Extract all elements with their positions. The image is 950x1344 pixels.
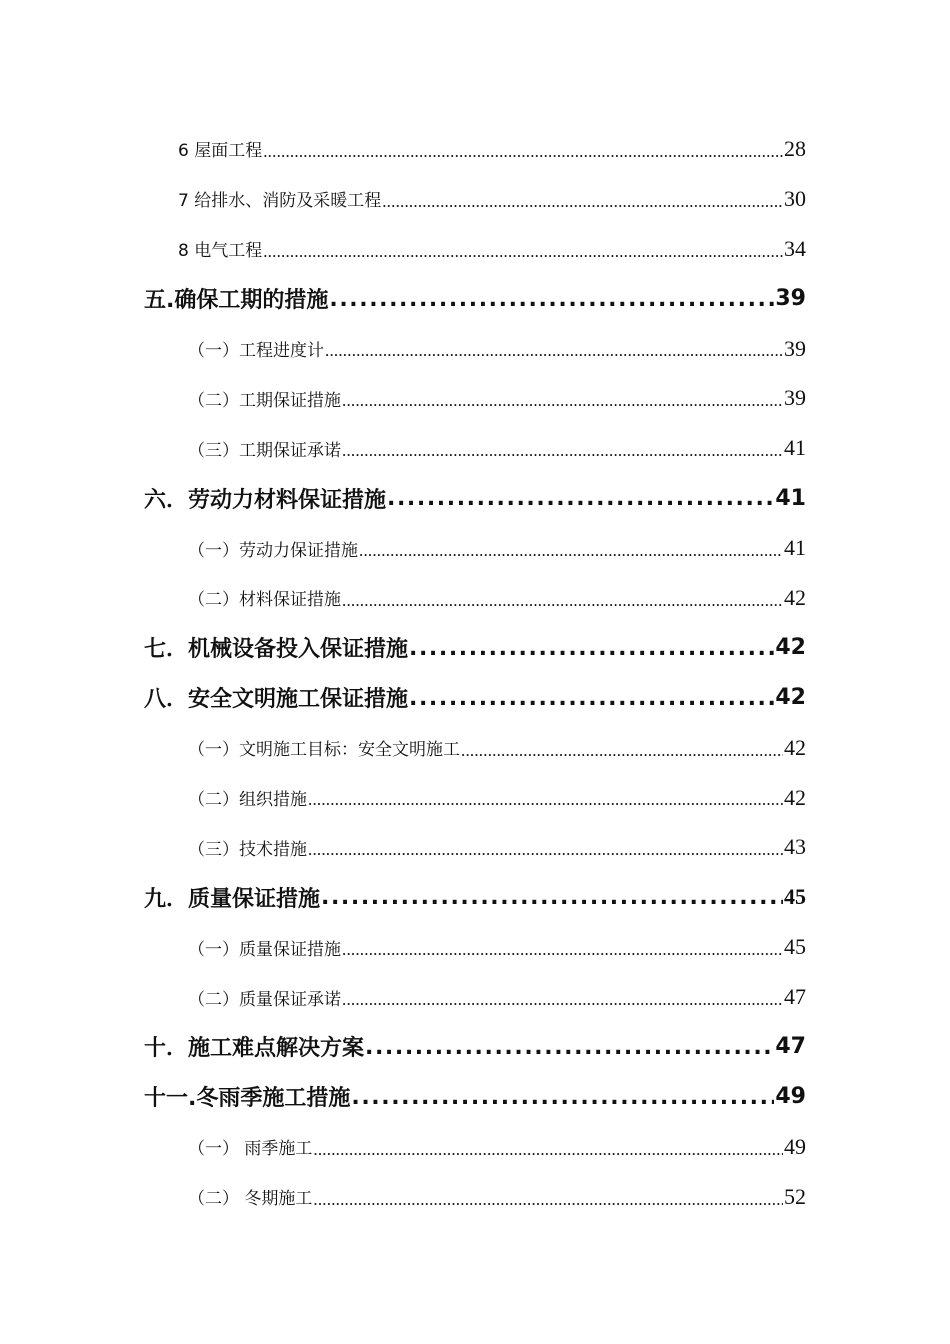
toc-dot-leader	[313, 1140, 783, 1160]
toc-entry-title: 八．安全文明施工保证措施	[144, 687, 409, 713]
toc-page-number: 41	[784, 435, 806, 461]
toc-dot-leader	[409, 686, 774, 711]
toc-subsection-entry[interactable]	[0, 1172, 806, 1222]
toc-entry-title: （二）工期保证措施	[188, 390, 341, 411]
toc-entry-title: （二） 冬期施工	[188, 1189, 313, 1210]
toc-dot-leader	[342, 591, 783, 611]
toc-dot-leader	[342, 990, 783, 1010]
toc-section-entry[interactable]	[0, 673, 806, 723]
toc-dot-leader	[365, 1035, 774, 1060]
toc-entry-title: （二）材料保证措施	[188, 590, 341, 611]
toc-page-number: 39	[784, 385, 806, 411]
toc-page-number: 45	[784, 884, 806, 910]
toc-section-entry[interactable]	[0, 1072, 806, 1122]
toc-page-number: 42	[775, 685, 806, 711]
toc-page-number: 43	[784, 834, 806, 860]
toc-subsection-entry[interactable]	[0, 723, 806, 773]
toc-dot-leader	[263, 242, 783, 262]
toc-section-entry[interactable]	[0, 473, 806, 523]
toc-entry-title: （一）工程进度计	[188, 341, 324, 361]
toc-page-number: 49	[784, 1133, 806, 1159]
toc-entry-title: （一）劳动力保证措施	[188, 540, 358, 561]
toc-dot-leader	[342, 391, 783, 411]
toc-section-entry[interactable]	[0, 1022, 806, 1072]
toc-subsection-entry[interactable]	[0, 174, 806, 224]
toc-page-number: 41	[775, 485, 806, 511]
toc-page-number: 34	[784, 235, 806, 261]
toc-entry-title: （二）组织措施	[188, 790, 307, 811]
toc-dot-leader	[342, 940, 783, 960]
toc-dot-leader	[387, 486, 774, 511]
toc-entry-title: （一） 雨季施工	[188, 1139, 313, 1160]
toc-page-number: 42	[775, 635, 806, 661]
toc-dot-leader	[308, 840, 783, 860]
toc-entry-title: 7 给排水、消防及采暖工程	[178, 191, 382, 212]
toc-subsection-entry[interactable]	[0, 922, 806, 972]
toc-entry-title: （三）技术措施	[188, 839, 307, 860]
toc-entry-title: （三）工期保证承诺	[188, 440, 341, 461]
toc-dot-leader	[461, 741, 783, 761]
toc-page-number: 52	[784, 1183, 806, 1209]
toc-dot-leader	[321, 885, 783, 910]
toc-page-number: 42	[784, 734, 806, 760]
toc-page-number: 42	[784, 584, 806, 610]
toc-subsection-entry[interactable]	[0, 1122, 806, 1172]
toc-page-number: 42	[784, 784, 806, 810]
toc-dot-leader	[329, 287, 774, 312]
toc-section-entry[interactable]	[0, 623, 806, 673]
toc-entry-title: （二）质量保证承诺	[188, 989, 341, 1010]
toc-entry-title: 七．机械设备投入保证措施	[144, 637, 409, 663]
toc-dot-leader	[313, 1190, 783, 1210]
toc-page-number: 47	[784, 984, 806, 1010]
toc-dot-leader	[308, 790, 783, 810]
toc-page-number: 45	[784, 934, 806, 960]
toc-entry-title: 六．劳动力材料保证措施	[144, 487, 387, 513]
toc-subsection-entry[interactable]	[0, 573, 806, 623]
toc-entry-title: （一）质量保证措施	[188, 939, 341, 960]
toc-subsection-entry[interactable]	[0, 324, 806, 374]
toc-page-number: 28	[784, 135, 806, 161]
toc-entry-title: 十一.冬雨季施工措施	[144, 1086, 351, 1112]
toc-subsection-entry[interactable]	[0, 423, 806, 473]
toc-entry-title: 五.确保工期的措施	[144, 288, 329, 314]
table-of-contents	[0, 124, 950, 1222]
toc-page-number: 49	[775, 1084, 806, 1110]
toc-subsection-entry[interactable]	[0, 523, 806, 573]
toc-page-number: 41	[784, 535, 806, 561]
toc-subsection-entry[interactable]	[0, 822, 806, 872]
toc-subsection-entry[interactable]	[0, 773, 806, 823]
toc-subsection-entry[interactable]	[0, 224, 806, 274]
toc-entry-title: 6 屋面工程	[178, 141, 263, 162]
toc-subsection-entry[interactable]	[0, 124, 806, 174]
toc-dot-leader	[263, 142, 783, 162]
toc-dot-leader	[359, 541, 783, 561]
toc-page-number: 39	[775, 286, 806, 312]
toc-dot-leader	[351, 1085, 774, 1110]
toc-entry-title: 8 电气工程	[178, 241, 263, 262]
toc-subsection-entry[interactable]	[0, 972, 806, 1022]
toc-subsection-entry[interactable]	[0, 373, 806, 423]
toc-entry-title: 十．施工难点解决方案	[144, 1036, 365, 1062]
toc-page-number: 30	[784, 185, 806, 211]
toc-page-number: 39	[784, 335, 806, 361]
toc-section-entry[interactable]	[0, 274, 806, 324]
toc-entry-title: （一）文明施工目标：安全文明施工	[188, 740, 460, 761]
toc-dot-leader	[409, 636, 774, 661]
toc-section-entry[interactable]	[0, 872, 806, 922]
toc-page-number: 47	[775, 1034, 806, 1060]
toc-dot-leader	[382, 192, 783, 212]
toc-entry-title: 九．质量保证措施	[144, 886, 321, 912]
toc-dot-leader	[342, 441, 783, 461]
toc-dot-leader	[325, 341, 783, 361]
